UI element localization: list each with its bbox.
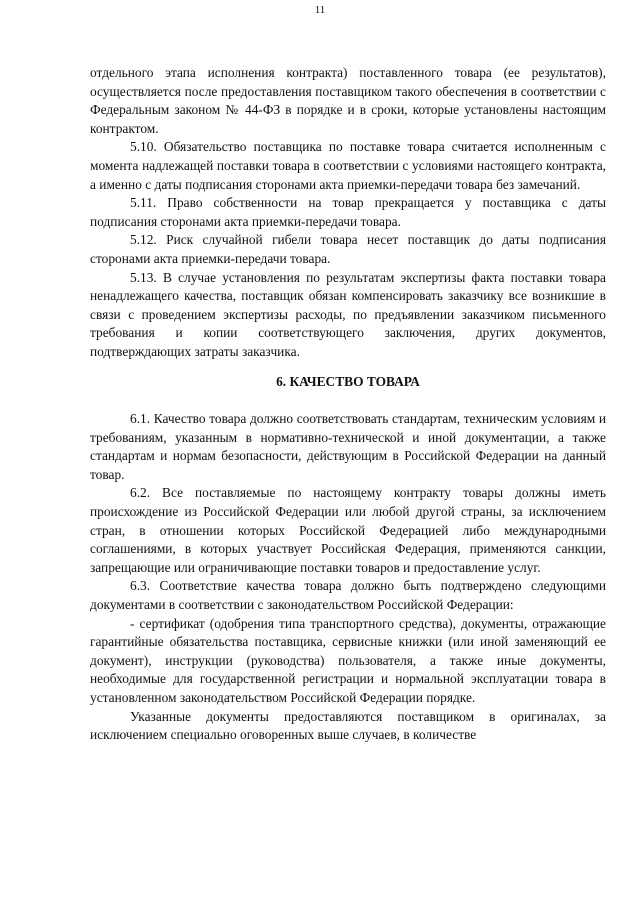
paragraph-5-10: 5.10. Обязательство поставщика по поставке товара считается исполненным с момента надлежащей поставки товара в соответствии с условиями настоящего контракта, а именно с даты подписания сторонами акта приемки-передачи товара без замечаний. — [90, 139, 606, 192]
document-body — [90, 64, 606, 745]
paragraph-5-13: 5.13. В случае установления по результатам экспертизы факта поставки товара ненадлежащего качества, поставщик обязан компенсировать заказчику все возникшие в связи с проведением экспертизы расходы, по предъявлении заказчиком письменного требования и копии соответствующего заключения, других документов, подтверждающих затраты заказчика. — [90, 269, 606, 359]
paragraph-6-2: 6.2. Все поставляемые по настоящему контракту товары должны иметь происхождение из Российской Федерации или любой другой страны, за исключением стран, в отношении которых Российской Федерацией либо международными соглашениями, в которых участвует Российская Федерация, применяются санкции, запрещающие или ограничивающие поставки товаров и предоставление услуг. — [90, 485, 606, 575]
paragraph-documents-provided: Указанные документы предоставляются поставщиком в оригиналах, за исключением специально оговоренных выше случаев, в количестве — [90, 708, 606, 743]
section-heading: 6. КАЧЕСТВО ТОВАРА — [276, 373, 420, 389]
paragraph-documents-list: - сертификат (одобрения типа транспортного средства), документы, отражающие гарантийные обязательства поставщика, сервисные книжки (или иной заменяющий ее документ), инструкции (руководства) пользователя, а также иные документы, необходимые для государственной регистрации и нормальной эксплуатации товара в установленном законодательством Российской Федерации порядке. — [90, 615, 606, 705]
paragraph-continuation: отдельного этапа исполнения контракта) поставленного товара (ее результатов), осуществляется после предоставления поставщиком такого обеспечения в соответствии с Федеральным законом № 44-ФЗ в порядке и в сроки, которые установлены настоящим контрактом. — [90, 65, 606, 136]
paragraph-6-1: 6.1. Качество товара должно соответствовать стандартам, техническим условиям и требованиям, указанным в нормативно-технической и иной документации, а также стандартам и нормам безопасности, действующим в Российской Федерации на данный товар. — [90, 411, 606, 482]
paragraph-5-11: 5.11. Право собственности на товар прекращается у поставщика с даты подписания сторонами акта приемки-передачи товара. — [90, 195, 606, 229]
paragraph-5-12: 5.12. Риск случайной гибели товара несет поставщик до даты подписания сторонами акта приемки-передачи товара. — [90, 232, 606, 266]
paragraph-6-3: 6.3. Соответствие качества товара должно быть подтверждено следующими документами в соответствии с законодательством Российской Федерации: — [90, 578, 606, 613]
page-number: 11 — [314, 4, 326, 16]
